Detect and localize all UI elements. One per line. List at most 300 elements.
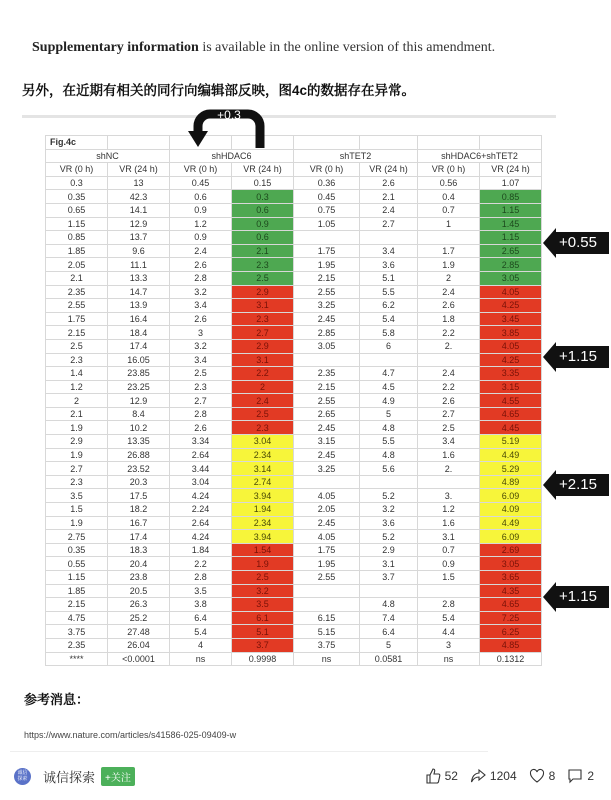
table-cell: 3.94 [232, 530, 294, 544]
table-cell: 2.9 [232, 285, 294, 299]
table-cell: 18.4 [108, 326, 170, 340]
table-cell: 1.6 [418, 448, 480, 462]
share-button[interactable] [470, 768, 517, 784]
table-cell: 8.4 [108, 407, 170, 421]
column-header: VR (24 h) [360, 163, 418, 177]
table-cell: 3.7 [360, 571, 418, 585]
table-cell: 4.25 [480, 299, 542, 313]
table-cell: 6.2 [360, 299, 418, 313]
table-cell: 1.9 [46, 448, 108, 462]
table-cell: 0.45 [170, 176, 232, 190]
table-cell: 26.88 [108, 448, 170, 462]
table-cell: 13.7 [108, 231, 170, 245]
table-cell: 3.4 [360, 244, 418, 258]
table-cell: 2.4 [170, 244, 232, 258]
table-cell: 2.4 [232, 394, 294, 408]
table-row [46, 231, 542, 245]
table-cell [360, 584, 418, 598]
table-cell: 5.6 [360, 462, 418, 476]
annotation-plus-1-15-bottom: +1.15 [559, 588, 597, 605]
table-cell: 2.8 [170, 407, 232, 421]
blank-cell [360, 136, 418, 150]
table-cell: 1.5 [418, 571, 480, 585]
table-cell: 0.85 [46, 231, 108, 245]
table-cell: 5.5 [360, 285, 418, 299]
table-cell: 3.7 [232, 638, 294, 652]
table-cell: 2.8 [170, 571, 232, 585]
table-cell: 2.35 [294, 367, 360, 381]
table-cell: 1.2 [418, 503, 480, 517]
table-cell: 4.9 [360, 394, 418, 408]
blank-cell [108, 136, 170, 150]
table-cell: 4.8 [360, 598, 418, 612]
table-cell: 3.5 [232, 598, 294, 612]
table-cell: 17.5 [108, 489, 170, 503]
table-cell: 2.1 [46, 271, 108, 285]
follow-button[interactable]: +关注 [101, 767, 135, 786]
table-cell: 0.55 [46, 557, 108, 571]
table-cell: 1.5 [46, 503, 108, 517]
table-cell: 3. [418, 489, 480, 503]
p-value-cell: 0.9998 [232, 652, 294, 666]
side-arrow-1 [543, 228, 609, 258]
table-cell: 3.05 [294, 339, 360, 353]
table-cell: 20.4 [108, 557, 170, 571]
blank-cell [418, 136, 480, 150]
table-cell: 2.7 [170, 394, 232, 408]
table-cell: 1.95 [294, 557, 360, 571]
author-name[interactable]: 诚信探索 [43, 769, 96, 785]
table-cell: 2.6 [360, 176, 418, 190]
table-cell: 6.1 [232, 611, 294, 625]
table-cell: 2.6 [170, 421, 232, 435]
table-cell: 2.24 [170, 503, 232, 517]
column-header: VR (24 h) [480, 163, 542, 177]
table-cell: 5.5 [360, 435, 418, 449]
table-cell: 5.1 [360, 271, 418, 285]
table-cell: 4 [170, 638, 232, 652]
table-cell: 4.24 [170, 489, 232, 503]
table-cell: 16.05 [108, 353, 170, 367]
table-cell: 3.5 [46, 489, 108, 503]
table-cell: 1 [418, 217, 480, 231]
table-cell: 2.3 [232, 312, 294, 326]
table-cell: 2.55 [46, 299, 108, 313]
table-cell: 2.85 [480, 258, 542, 272]
table-cell: 2.7 [232, 326, 294, 340]
table-cell: 12.9 [108, 217, 170, 231]
table-cell: 7.25 [480, 611, 542, 625]
table-cell [360, 231, 418, 245]
table-cell [294, 598, 360, 612]
table-cell: 2.3 [46, 475, 108, 489]
table-row [46, 543, 542, 557]
table-cell: 3.25 [294, 462, 360, 476]
table-cell: 6.09 [480, 489, 542, 503]
table-cell: 3.15 [480, 380, 542, 394]
table-cell: 4.24 [170, 530, 232, 544]
table-cell: 1.15 [46, 571, 108, 585]
table-cell: 3.44 [170, 462, 232, 476]
table-cell: 0.65 [46, 203, 108, 217]
reference-heading: 参考消息： [24, 692, 90, 707]
table-cell: 13.35 [108, 435, 170, 449]
table-cell: 6.15 [294, 611, 360, 625]
table-cell: 17.4 [108, 339, 170, 353]
table-cell: 5.2 [360, 489, 418, 503]
stats [425, 768, 594, 784]
table-cell: 4.05 [480, 285, 542, 299]
table-cell: 2.45 [294, 448, 360, 462]
comment-count: 2 [587, 769, 594, 783]
table-cell: 2.4 [418, 367, 480, 381]
table-cell: 1.7 [418, 244, 480, 258]
table-cell: 3.4 [170, 353, 232, 367]
table-cell: 4.05 [294, 530, 360, 544]
table-cell: 0.45 [294, 190, 360, 204]
table-row [46, 217, 542, 231]
reference-url[interactable]: https://www.nature.com/articles/s41586-025-09409-w [24, 730, 237, 740]
table-cell: 1.8 [418, 312, 480, 326]
column-header-row [46, 163, 542, 177]
table-cell: 2.35 [46, 285, 108, 299]
table-cell: 3.35 [480, 367, 542, 381]
table-cell: 0.36 [294, 176, 360, 190]
notice-text: 另外，在近期有相关的同行向编辑部反映，图4c的数据存在异常。 [22, 83, 416, 98]
table-cell: 1.6 [418, 516, 480, 530]
table-row [46, 516, 542, 530]
table-cell: 3.34 [170, 435, 232, 449]
table-row [46, 611, 542, 625]
table-cell: 3.6 [360, 516, 418, 530]
table-row [46, 421, 542, 435]
table-cell: 3 [170, 326, 232, 340]
table-cell: 3 [418, 638, 480, 652]
table-cell: 23.8 [108, 571, 170, 585]
table-cell [294, 475, 360, 489]
side-arrow-2 [543, 342, 609, 372]
table-cell: 5.4 [170, 625, 232, 639]
table-cell: 3.2 [170, 339, 232, 353]
side-arrow-4 [543, 582, 609, 612]
table-cell: 1.9 [46, 421, 108, 435]
supplementary-rest: is available in the online version of this amendment. [198, 40, 496, 55]
table-cell: 3.1 [232, 353, 294, 367]
supplementary-info [32, 40, 495, 56]
table-cell: 3.4 [418, 435, 480, 449]
table-cell: 4.65 [480, 407, 542, 421]
table-row [46, 448, 542, 462]
table-cell: 2.6 [170, 312, 232, 326]
table-cell: 3.04 [170, 475, 232, 489]
table-cell: 0.15 [232, 176, 294, 190]
table-cell: 1.9 [232, 557, 294, 571]
table-cell: 4.09 [480, 503, 542, 517]
table-cell: 1.2 [170, 217, 232, 231]
table-cell: 3.1 [360, 557, 418, 571]
table-cell: 2.2 [418, 380, 480, 394]
table-cell: 2.5 [232, 271, 294, 285]
table-cell: 2.05 [294, 503, 360, 517]
table-row [46, 489, 542, 503]
blank-cell [480, 136, 542, 150]
table-row [46, 638, 542, 652]
table-row [46, 435, 542, 449]
p-value-cell: 0.1312 [480, 652, 542, 666]
table-cell: 2.8 [170, 271, 232, 285]
table-cell: 5.4 [418, 611, 480, 625]
divider [10, 751, 488, 752]
table-cell: 27.48 [108, 625, 170, 639]
table-cell: 25.2 [108, 611, 170, 625]
p-value-cell: 0.0581 [360, 652, 418, 666]
table-cell: 2.64 [170, 516, 232, 530]
table-cell: 6 [360, 339, 418, 353]
table-cell: 2.5 [170, 367, 232, 381]
table-cell: 5 [360, 638, 418, 652]
table-cell: 2. [418, 339, 480, 353]
table-cell: 2.6 [418, 299, 480, 313]
table-cell: 3.75 [294, 638, 360, 652]
p-value-cell: <0.0001 [108, 652, 170, 666]
table-cell: 5.19 [480, 435, 542, 449]
table-cell [294, 584, 360, 598]
table-cell: 3.15 [294, 435, 360, 449]
table-cell: 0.9 [170, 231, 232, 245]
table-cell: 0.35 [46, 190, 108, 204]
table-cell: 2.5 [46, 339, 108, 353]
figure-4c-table [45, 135, 542, 666]
table-cell: 2.15 [46, 326, 108, 340]
table-row [46, 584, 542, 598]
table-cell: 1.85 [46, 244, 108, 258]
table-cell: 1.75 [46, 312, 108, 326]
table-cell: 2.75 [46, 530, 108, 544]
table-cell: 12.9 [108, 394, 170, 408]
table-cell: 3.1 [232, 299, 294, 313]
table-cell: 13.9 [108, 299, 170, 313]
table-row [46, 353, 542, 367]
table-cell: 2.15 [294, 380, 360, 394]
table-cell: 4.5 [360, 380, 418, 394]
table-row [46, 407, 542, 421]
curved-arrow-icon [180, 104, 280, 148]
table-cell: 2.7 [46, 462, 108, 476]
table-cell: 2.4 [360, 203, 418, 217]
favorite-button[interactable] [529, 768, 556, 784]
table-cell: 2.9 [232, 339, 294, 353]
table-cell: 1.54 [232, 543, 294, 557]
table-cell: 2.15 [46, 598, 108, 612]
table-row [46, 271, 542, 285]
table-cell: 1.75 [294, 244, 360, 258]
table-cell: 3.04 [232, 435, 294, 449]
table-cell: 2.85 [294, 326, 360, 340]
table-cell: 4.55 [480, 394, 542, 408]
table-cell: 20.5 [108, 584, 170, 598]
table-cell: 1.95 [294, 258, 360, 272]
group-shhdac6: shHDAC6 [170, 149, 294, 163]
table-cell: 0.4 [418, 190, 480, 204]
table-cell: 2.9 [360, 543, 418, 557]
table-cell: 6.4 [360, 625, 418, 639]
table-cell: 4.8 [360, 448, 418, 462]
table-cell: 2.34 [232, 448, 294, 462]
table-cell: 2.65 [294, 407, 360, 421]
table-cell: 0.3 [232, 190, 294, 204]
comment-button[interactable] [567, 768, 594, 784]
column-header: VR (0 h) [418, 163, 480, 177]
table-cell: 20.3 [108, 475, 170, 489]
table-row [46, 339, 542, 353]
table-cell: 0.7 [418, 543, 480, 557]
table-cell: 4.05 [480, 339, 542, 353]
table-cell: 2.5 [232, 571, 294, 585]
table-row [46, 557, 542, 571]
like-button[interactable] [425, 768, 458, 784]
table-cell: 0.9 [170, 203, 232, 217]
table-cell: 1.45 [480, 217, 542, 231]
table-cell: 0.56 [418, 176, 480, 190]
table-cell: 4.45 [480, 421, 542, 435]
table-cell: 2.6 [170, 258, 232, 272]
table-row [46, 598, 542, 612]
table-cell [294, 353, 360, 367]
table-cell: 0.9 [232, 217, 294, 231]
table-cell: 3.2 [170, 285, 232, 299]
footer-bar [14, 764, 594, 788]
supplementary-bold: Supplementary information [32, 40, 199, 55]
table-cell: 1.75 [294, 543, 360, 557]
table-cell: 3.4 [170, 299, 232, 313]
table-cell: 9.6 [108, 244, 170, 258]
thumbs-up-icon [425, 768, 441, 784]
table-cell: 3.25 [294, 299, 360, 313]
table-cell: 0.85 [480, 190, 542, 204]
table-cell: 42.3 [108, 190, 170, 204]
table-cell: 2.1 [232, 244, 294, 258]
table-cell: 4.7 [360, 367, 418, 381]
column-header: VR (24 h) [232, 163, 294, 177]
table-row [46, 571, 542, 585]
table-cell: 2.64 [170, 448, 232, 462]
table-cell: 11.1 [108, 258, 170, 272]
table-cell: 3.05 [480, 271, 542, 285]
column-header: VR (0 h) [294, 163, 360, 177]
table-cell: 2.55 [294, 285, 360, 299]
table-cell: 2.1 [46, 407, 108, 421]
table-cell: 3.94 [232, 489, 294, 503]
table-cell: 2.6 [418, 394, 480, 408]
share-count: 1204 [489, 769, 517, 783]
table-cell: 2.7 [418, 407, 480, 421]
table-row [46, 380, 542, 394]
table-cell: 2 [232, 380, 294, 394]
table-cell: 1.15 [46, 217, 108, 231]
table-cell: 3.45 [480, 312, 542, 326]
table-cell: 4.4 [418, 625, 480, 639]
table-cell: 4.85 [480, 638, 542, 652]
table-cell: 2.3 [46, 353, 108, 367]
table-row [46, 394, 542, 408]
table-cell: 3.14 [232, 462, 294, 476]
table-cell: 2.4 [418, 285, 480, 299]
table-row [46, 475, 542, 489]
table-cell: 4.25 [480, 353, 542, 367]
avatar[interactable] [14, 768, 31, 785]
table-cell: 13 [108, 176, 170, 190]
table-cell [294, 231, 360, 245]
p-value-cell: ns [418, 652, 480, 666]
table-cell: 6.25 [480, 625, 542, 639]
blank-cell [294, 136, 360, 150]
table-cell: 1.9 [418, 258, 480, 272]
avatar-text: 诚信探索 [17, 770, 28, 782]
table-cell: 3.8 [170, 598, 232, 612]
table-cell: 17.4 [108, 530, 170, 544]
table-cell: 2.55 [294, 394, 360, 408]
table-cell: 5.4 [360, 312, 418, 326]
group-shhdac6-shtet2: shHDAC6+shTET2 [418, 149, 542, 163]
figure-label-row [46, 136, 542, 150]
table-cell: 4.49 [480, 516, 542, 530]
table-cell: 1.9 [46, 516, 108, 530]
table-row [46, 503, 542, 517]
table-cell: 2.5 [232, 407, 294, 421]
table-cell: 2.05 [46, 258, 108, 272]
table-cell: 23.85 [108, 367, 170, 381]
table-cell: 0.35 [46, 543, 108, 557]
table-cell: 4.05 [294, 489, 360, 503]
table-cell: 5.2 [360, 530, 418, 544]
table-row [46, 625, 542, 639]
table-cell: 0.7 [418, 203, 480, 217]
table-cell: 2.15 [294, 271, 360, 285]
table-cell [418, 231, 480, 245]
table-row [46, 190, 542, 204]
table-cell: 5.29 [480, 462, 542, 476]
table-cell: 5.8 [360, 326, 418, 340]
table-row [46, 203, 542, 217]
column-header: VR (0 h) [170, 163, 232, 177]
table-cell: 2.69 [480, 543, 542, 557]
table-cell: 1.4 [46, 367, 108, 381]
table-cell: 2.45 [294, 421, 360, 435]
table-cell [418, 584, 480, 598]
comment-icon [567, 768, 583, 784]
like-count: 52 [444, 769, 458, 783]
heart-icon [529, 768, 545, 784]
table-cell: 4.35 [480, 584, 542, 598]
table-row [46, 299, 542, 313]
table-cell: 18.3 [108, 543, 170, 557]
side-arrow-3 [543, 470, 609, 500]
table-cell: 1.84 [170, 543, 232, 557]
table-cell: 2.8 [418, 598, 480, 612]
table-cell: 6.4 [170, 611, 232, 625]
table-cell: 0.6 [170, 190, 232, 204]
table-cell: 3.65 [480, 571, 542, 585]
group-shnc: shNC [46, 149, 170, 163]
table-cell: 2.74 [232, 475, 294, 489]
table-cell: 2.5 [418, 421, 480, 435]
table-cell: 2.3 [232, 258, 294, 272]
table-cell [418, 353, 480, 367]
table-cell: 2.34 [232, 516, 294, 530]
table-cell: 0.75 [294, 203, 360, 217]
table-cell: 2 [46, 394, 108, 408]
table-cell: 0.6 [232, 231, 294, 245]
